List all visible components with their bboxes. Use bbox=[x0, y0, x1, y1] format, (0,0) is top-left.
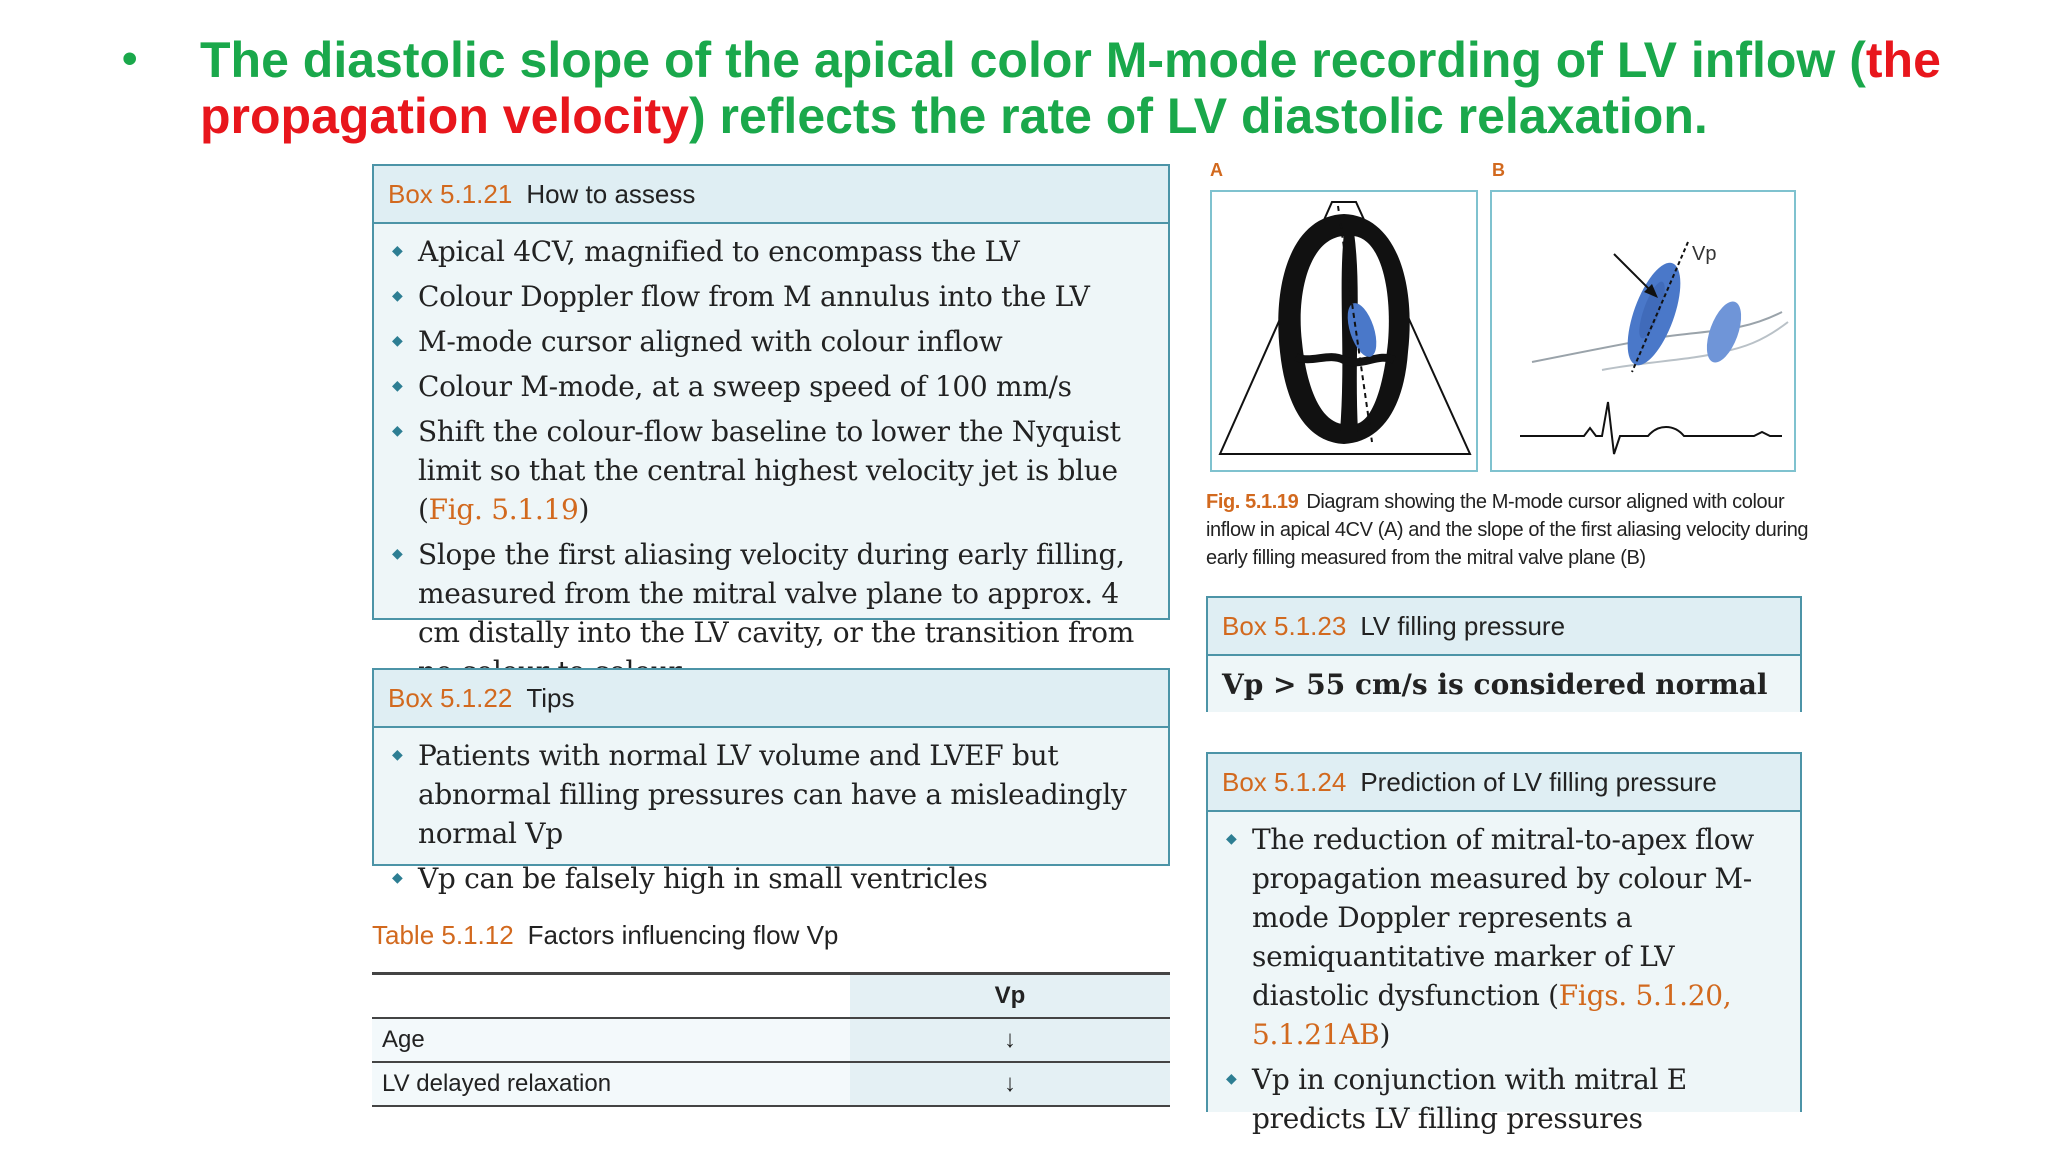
box-title: Prediction of LV filling pressure bbox=[1360, 766, 1717, 797]
headline-part2: ) reflects the rate of LV diastolic relaxation. bbox=[688, 88, 1708, 144]
list-item-text: Shift the colour-flow baseline to lower the Nyquist limit so that the central highest velocity jet is blue ( bbox=[418, 415, 1121, 526]
list-item: ◆ Apical 4CV, magnified to encompass the LV bbox=[388, 232, 1154, 271]
table-cell-vp: ↓ bbox=[850, 1018, 1170, 1062]
table-cell-vp: ↓ bbox=[850, 1062, 1170, 1106]
figure-caption bbox=[1206, 488, 1826, 572]
panel-label-a: A bbox=[1210, 160, 1223, 180]
figure-panel-b bbox=[1490, 190, 1796, 472]
caption-number: Fig. 5.1.19 bbox=[1206, 491, 1299, 513]
valve-plane bbox=[1296, 357, 1394, 362]
colour-m-mode-diagram bbox=[1492, 192, 1794, 470]
headline-highlight: the propagation velocity bbox=[200, 32, 1941, 144]
list-item bbox=[388, 412, 1154, 529]
panel-label-b: B bbox=[1492, 160, 1505, 180]
box-body bbox=[1208, 812, 1800, 1135]
table-row bbox=[372, 1062, 1170, 1106]
table-header-cell: Vp bbox=[850, 974, 1170, 1019]
box-how-to-assess bbox=[372, 164, 1170, 649]
figure-panel-a bbox=[1210, 190, 1478, 472]
box-title: LV filling pressure bbox=[1360, 610, 1566, 641]
box-number: Box 5.1.21 bbox=[388, 178, 513, 209]
apical-4cv-diagram bbox=[1212, 192, 1476, 470]
box-body bbox=[374, 728, 1168, 895]
box-header bbox=[374, 670, 1168, 728]
table-cell-label: LV delayed relaxation bbox=[372, 1062, 850, 1106]
box-tips bbox=[372, 668, 1170, 895]
list-item: ◆ Vp can be falsely high in small ventricles bbox=[388, 859, 1154, 898]
list-item-text: The reduction of mitral-to-apex flow propagation measured by colour M-mode Doppler represents a semiquantitative marker of LV diastolic dysfunction ( bbox=[1252, 823, 1754, 1012]
figure-reference-link[interactable]: Figs. 5.1.20, 5.1.21AB bbox=[1252, 979, 1732, 1051]
table-row bbox=[372, 1018, 1170, 1062]
list-item: ◆ Patients with normal LV volume and LVEF but abnormal filling pressures can have a misleadingly normal Vp bbox=[388, 736, 1154, 853]
slide-headline bbox=[200, 32, 1990, 144]
headline-part1: The diastolic slope of the apical color M-mode recording of LV inflow ( bbox=[200, 32, 1866, 88]
table-header-cell bbox=[372, 974, 850, 1019]
table-header-row bbox=[372, 974, 1170, 1019]
caption-text: Diagram showing the M-mode cursor aligned with colour inflow in apical 4CV (A) and the slope of the first aliasing velocity during early filling measured from the mitral valve plane (B) bbox=[1206, 491, 1809, 569]
table-title bbox=[372, 920, 838, 951]
table-number: Table 5.1.12 bbox=[372, 920, 514, 950]
box-body bbox=[374, 224, 1168, 649]
list-item-text-end: ) bbox=[1379, 1018, 1391, 1051]
list-item: ◆ Vp in conjunction with mitral E predicts LV filling pressures bbox=[1222, 1060, 1786, 1138]
factors-table bbox=[372, 972, 1170, 1107]
bullet-list bbox=[1222, 820, 1786, 1138]
table-cell-label: Age bbox=[372, 1018, 850, 1062]
box-body bbox=[1208, 656, 1800, 712]
bullet-list bbox=[388, 736, 1154, 898]
list-item-text-end: ) bbox=[578, 493, 590, 526]
headline-bullet: • bbox=[122, 34, 138, 83]
normal-threshold-text: Vp > 55 cm/s is considered normal bbox=[1222, 667, 1768, 701]
box-title: Tips bbox=[526, 682, 575, 713]
box-title: How to assess bbox=[526, 178, 696, 209]
list-item: ◆ Colour Doppler flow from M annulus into the LV bbox=[388, 277, 1154, 316]
box-number: Box 5.1.22 bbox=[388, 682, 513, 713]
box-header bbox=[1208, 754, 1800, 812]
box-number: Box 5.1.23 bbox=[1222, 610, 1347, 641]
box-prediction-lv-filling-pressure bbox=[1206, 752, 1802, 1135]
ecg-trace bbox=[1520, 402, 1782, 454]
box-header bbox=[374, 166, 1168, 224]
vp-label: Vp bbox=[1692, 243, 1717, 265]
table-caption: Factors influencing flow Vp bbox=[527, 920, 839, 950]
box-number: Box 5.1.24 bbox=[1222, 766, 1347, 797]
list-item: ◆ M-mode cursor aligned with colour inflow bbox=[388, 322, 1154, 361]
list-item: ◆ Slope the first aliasing velocity during early filling, measured from the mitral valve plane to approx. 4 cm distally into the LV cavity, or the transition from bbox=[388, 535, 1154, 691]
figure-reference-link[interactable]: Fig. 5.1.19 bbox=[428, 493, 579, 526]
list-item: ◆ Colour M-mode, at a sweep speed of 100 mm/s bbox=[388, 367, 1154, 406]
box-lv-filling-pressure bbox=[1206, 596, 1802, 712]
list-item bbox=[1222, 820, 1786, 1054]
box-header bbox=[1208, 598, 1800, 656]
bullet-list bbox=[388, 232, 1154, 691]
